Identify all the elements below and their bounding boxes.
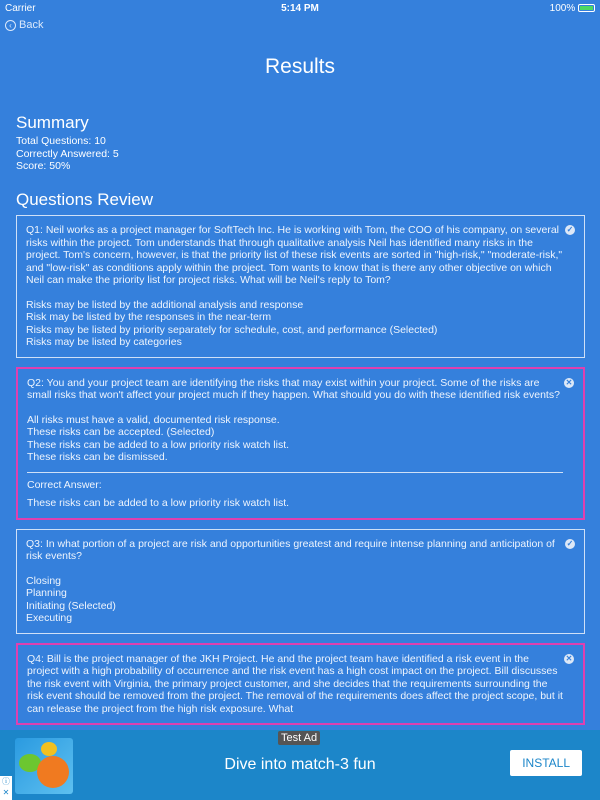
page-title: Results [264,55,336,78]
clock: 5:14 PM [281,3,319,14]
correct-answer: These risks can be added to a low priority risk watch list. [27,497,290,509]
total-questions: Total Questions: 10 [16,135,106,147]
cross-icon: ✕ [565,653,573,663]
ad-info-close-icon[interactable]: ⓘ ✕ [0,776,12,800]
question-text: Q4: Bill is the project manager of the JKH Project. He and the project team have identified a risk event in the project with a high probability of occurrence and the risk event has a high cost impact on the project. Bill discusses the risk event with Virginia, the primary project customer, and she decides that the requirements surrounding the risk event should be removed from the project. The removal of the requirements does affect the project scope, but it can release the project from the high risk exposure. What [27,652,563,715]
score: Score: 50% [16,160,71,172]
questions-list[interactable] [16,215,585,730]
summary [16,113,119,173]
option: Risks may be listed by categories [26,336,182,348]
install-button[interactable]: INSTALL [510,750,582,776]
chevron-left-icon: ‹ [5,20,16,31]
option: Risks may be listed by the additional analysis and response [26,298,304,311]
battery-percent: 100% [549,3,576,14]
summary-heading: Summary [16,113,89,132]
divider [27,472,563,473]
option: These risks can be dismissed. [27,451,168,463]
question-card [16,643,585,726]
correct-count: Correctly Answered: 5 [16,147,119,160]
question-card [16,529,585,634]
option: All risks must have a valid, documented risk response. [27,413,280,426]
ad-banner[interactable] [0,730,600,800]
back-label: Back [19,19,44,31]
option: Closing [26,574,62,587]
review-heading: Questions Review [16,190,154,209]
question-card [16,215,585,358]
correct-answer-label: Correct Answer: [27,478,102,491]
option: These risks can be accepted. (Selected) [27,426,215,438]
ad-headline[interactable]: Dive into match-3 fun [224,756,376,773]
question-text: Q1: Neil works as a project manager for SoftTech Inc. He is working with Tom, the COO of his company, on several risks within the project. Tom understands that through qualitative analysis Neil has identified many risks in the project. Tom's concern, however, is that the priority list of these risk events are sorted in "high-risk," "moderate-risk," and "low-risk" as conditions apply within the project. Tom wants to know that is there any other objective on which Neil can make the priority list for project risks. What will be Neil's reply to Tom? [26,224,563,286]
question-text: Q2: You and your project team are identifying the risks that may exist within your project. Some of the risks are small risks that won't affect your project much if they happen. What should you do with these identified risk events? [27,376,560,401]
option: Executing [26,612,73,624]
question-card [16,367,585,520]
option: Risk may be listed by the responses in the near-term [26,311,272,323]
option: Planning [26,587,67,599]
back-button[interactable] [5,19,43,31]
option: These risks can be added to a low priority risk watch list. [27,438,290,451]
check-icon: ✓ [566,225,574,234]
option: Risks may be listed by priority separately for schedule, cost, and performance (Selected) [26,323,438,336]
cross-icon: ✕ [565,377,573,387]
check-icon: ✓ [566,538,574,548]
option: Initiating (Selected) [26,599,116,612]
status-bar [0,0,600,17]
carrier: Carrier [5,3,36,14]
question-text: Q3: In what portion of a project are risk and opportunities greatest and require intense planning and anticipation of risk events? [26,537,555,562]
test-ad-label: Test Ad [278,731,320,745]
